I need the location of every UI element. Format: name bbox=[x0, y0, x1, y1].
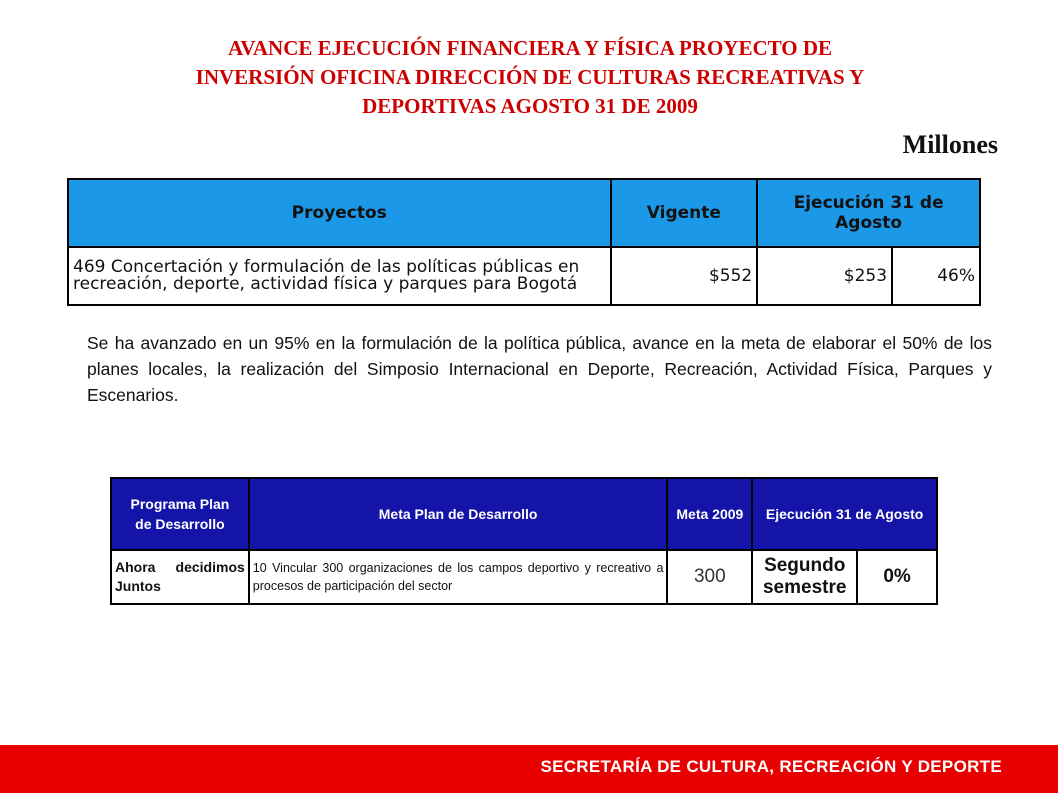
header-proyectos: Proyectos bbox=[68, 179, 611, 247]
cell-meta: 10 Vincular 300 organizaciones de los campos deportivo y recreativo a procesos de participación del sector bbox=[249, 550, 668, 604]
cell-ejecucion: Segundo semestre bbox=[752, 550, 857, 604]
header-meta: Meta Plan de Desarrollo bbox=[249, 478, 668, 550]
development-plan-header bbox=[111, 478, 937, 550]
header-vigente: Vigente bbox=[611, 179, 758, 247]
cell-vigente: $552 bbox=[611, 247, 758, 305]
page-title bbox=[70, 34, 990, 121]
units-label: Millones bbox=[902, 130, 998, 159]
header-ejecucion: Ejecución 31 de Agosto bbox=[757, 179, 980, 247]
title-line-3: DEPORTIVAS AGOSTO 31 DE 2009 bbox=[362, 94, 698, 118]
cell-meta-2009: 300 bbox=[667, 550, 752, 604]
header-ejecucion: Ejecución 31 de Agosto bbox=[752, 478, 937, 550]
title-line-2: INVERSIÓN OFICINA DIRECCIÓN DE CULTURAS RECREATIVAS Y bbox=[195, 65, 865, 89]
header-programa: Programa Plan de Desarrollo bbox=[111, 478, 249, 550]
projects-table-header bbox=[68, 179, 980, 247]
cell-programa: Ahora decidimos Juntos bbox=[111, 550, 249, 604]
cell-ejecucion: $253 bbox=[757, 247, 892, 305]
table-row bbox=[68, 247, 980, 305]
cell-porcentaje: 0% bbox=[857, 550, 937, 604]
development-plan-table bbox=[110, 477, 938, 605]
cell-proyecto: 469 Concertación y formulación de las políticas públicas en recreación, deporte, actividad física y parques para Bogotá bbox=[68, 247, 611, 305]
title-line-1: AVANCE EJECUCIÓN FINANCIERA Y FÍSICA PROYECTO DE bbox=[227, 36, 833, 60]
table-row bbox=[111, 550, 937, 604]
projects-table bbox=[67, 178, 981, 306]
progress-paragraph: Se ha avanzado en un 95% en la formulación de la política pública, avance en la meta de elaborar el 50% de los planes locales, la realización del Simposio Internacional en Deporte, Recreación, Actividad Física, Parques y Escenarios. bbox=[87, 333, 992, 405]
footer-label: SECRETARÍA DE CULTURA, RECREACIÓN Y DEPORTE bbox=[540, 757, 1002, 776]
header-meta-2009: Meta 2009 bbox=[667, 478, 752, 550]
footer-bar bbox=[0, 745, 1058, 793]
cell-porcentaje: 46% bbox=[892, 247, 980, 305]
